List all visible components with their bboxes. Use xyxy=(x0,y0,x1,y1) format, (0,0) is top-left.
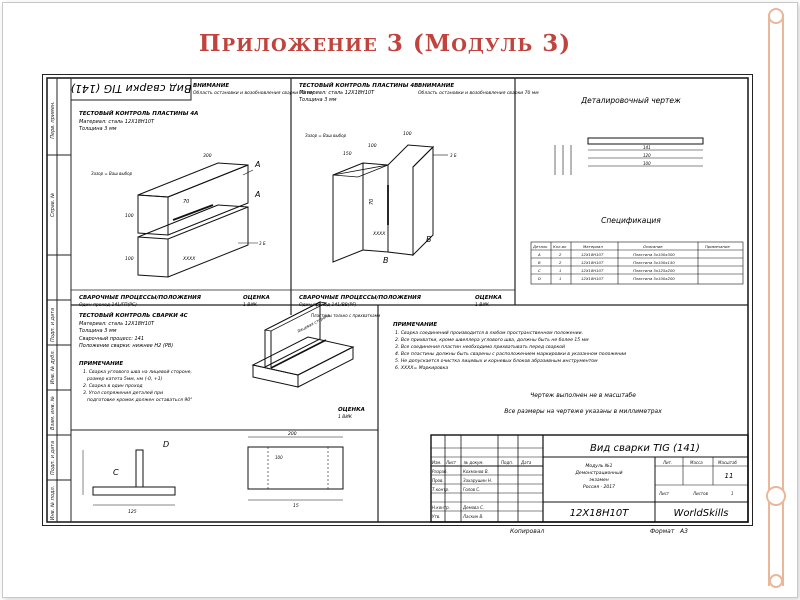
spec-row-1-desc: Пластина 3х100х300 xyxy=(633,252,675,257)
panel-4a-thickness: Толщина 3 мм xyxy=(79,126,117,132)
notes-item-2: 2. Все прихватки, кроме швеллера углового шва, должны быть не более 15 мм xyxy=(395,338,589,343)
panel-4b-thickness: Толщина 3 мм xyxy=(299,97,337,103)
panel-4c-dim-125: 125 xyxy=(128,510,137,515)
panel-4b-gap-note: Зазор = Ваш выбор xyxy=(305,133,347,138)
panel-4b-attention-text: Область остановки и возобновления сварки 70 мм xyxy=(418,91,539,96)
title-block-material: 12Х18Н10Т xyxy=(569,508,629,519)
title-rest-1: РИЛОЖЕНИЕ xyxy=(221,35,378,56)
sheets-value: 1 xyxy=(731,491,734,496)
module-line-4: Россия - 2017 xyxy=(583,485,615,490)
panel-4b-title: ТЕСТОВЫЙ КОНТРОЛЬ ПЛАСТИНЫ 4В xyxy=(299,83,419,89)
notes-item-4: 4. Все пластины должны быть сварены с расположением маркировки в указанном положении xyxy=(395,352,627,357)
spec-row-2-qty: 2 xyxy=(559,260,562,265)
title-block-name: Вид сварки TIG (141) xyxy=(590,443,700,454)
format-label: Формат xyxy=(650,528,675,535)
col-header-lit: Лит. xyxy=(663,460,673,465)
panel-4a-marking: XXXX xyxy=(183,257,196,262)
panel-4a-dim-70: 70 xyxy=(183,199,190,205)
panel-4c-title: ТЕСТОВЫЙ КОНТРОЛЬ СВАРКИ 4С xyxy=(79,313,188,319)
spec-row-3-material: 12Х18Н10Т xyxy=(581,268,604,273)
spec-row-4-qty: 1 xyxy=(559,276,562,281)
panel-4a-dim-100b: 100 xyxy=(125,257,134,262)
row-label-5: Дата xyxy=(521,460,532,465)
sheets-label: Листов xyxy=(693,491,708,496)
panel-4c-note-4: 3. Угол сопряжения деталей при xyxy=(83,391,164,396)
spec-header-5: Примечание xyxy=(705,244,730,249)
panel-4a-attention: ВНИМАНИЕ xyxy=(193,83,230,89)
panel-4a xyxy=(71,83,314,308)
panel-4c-note-header: ПРИМЕЧАНИЕ xyxy=(79,361,124,367)
decorative-dot-middle xyxy=(766,486,786,506)
title-cap-2: (М xyxy=(412,30,452,57)
decorative-dot-top xyxy=(768,8,784,24)
panel-4a-dim-300: 300 xyxy=(203,154,212,159)
title-rest-2: ОДУЛЬ xyxy=(451,35,534,56)
side-label-7: Инв. № подл. xyxy=(50,485,56,521)
panel-4a-score-text: 1 ВИК xyxy=(243,303,257,308)
drawing-sheet xyxy=(42,74,753,526)
role-3: Т.контр. xyxy=(432,487,450,492)
panel-4b-label-b2: B xyxy=(383,256,389,265)
panel-4b-dim-150: 150 xyxy=(343,152,352,157)
panel-4a-material: Материал: сталь 12Х18Н10Т xyxy=(79,119,155,125)
module-line-3: экзамен xyxy=(589,478,609,483)
spec-row-1-material: 12Х18Н10Т xyxy=(581,252,604,257)
panel-4b-score-header: ОЦЕНКА xyxy=(475,295,502,301)
panel-4c-label-c: C xyxy=(113,468,119,477)
row-label-2: Лист xyxy=(446,460,457,465)
panel-4c-note-3: 2. Сварка в один проход xyxy=(83,384,143,389)
panel-4c-label-d: D xyxy=(163,440,170,449)
role-2: Пров. xyxy=(432,478,444,483)
spec-row-1-part: A xyxy=(538,252,541,257)
spec-row-3-qty: 1 xyxy=(559,268,562,273)
panel-4c-score-text: 1 ВИК xyxy=(338,415,352,420)
detail-title: Деталировочный чертеж xyxy=(581,96,681,105)
panel-4b-score-text: 1 ВИК xyxy=(475,303,489,308)
side-label-5: Взам. инв. № xyxy=(50,396,56,430)
name-3: Голов С. xyxy=(463,487,481,492)
panel-4b-marking: XXXX xyxy=(373,232,386,237)
role-4: Н.контр. xyxy=(432,505,450,510)
panel-4c-thickness: Толщина 3 мм xyxy=(79,328,117,334)
panel-4b-process-text: Один проход 141/ВВ(PF) xyxy=(299,303,357,308)
rotated-title: Вид сварки TIG (141) xyxy=(70,82,192,95)
panel-4a-label-a2: A xyxy=(255,190,261,199)
name-1: Кохманов В. xyxy=(463,469,489,474)
side-label-3: Подп. и дата xyxy=(50,307,56,343)
panel-4b xyxy=(291,81,539,308)
side-label-6: Подп. и дата xyxy=(50,440,56,476)
panel-4a-title: ТЕСТОВЫЙ КОНТРОЛЬ ПЛАСТИНЫ 4А xyxy=(79,111,199,117)
panel-4c-note-1: 1. Сварка углового шва на лицевой стороне, xyxy=(83,370,192,375)
detail-dim-3: 100 xyxy=(643,161,651,166)
panel-4c-note-5: подготовке кромок должен оставаться 90° xyxy=(87,398,193,403)
panel-4c-dim-15: 15 xyxy=(293,504,299,509)
notes-item-1: 1. Сварка соединений производится в любом пространственном положении. xyxy=(395,331,584,336)
notes-item-6: 6. XXXX= Маркировка xyxy=(395,366,449,371)
slide-title xyxy=(0,30,770,57)
panel-4a-score-header: ОЦЕНКА xyxy=(243,295,270,301)
name-4: Демова С. xyxy=(463,505,485,510)
spec-row-4-desc: Пластина 3х100х200 xyxy=(633,276,675,281)
spec-row-1-qty: 2 xyxy=(559,252,562,257)
panel-4a-attention-text: Область остановки и возобновления сварки 70 мм xyxy=(193,91,314,96)
role-1: Разраб. xyxy=(432,469,448,474)
panel-4a-label-a1: A xyxy=(255,160,261,169)
spec-row-2-material: 12Х18Н10Т xyxy=(581,260,604,265)
detail-dim-2: 120 xyxy=(643,153,651,158)
units-line: Все размеры на чертеже указаны в миллиметрах xyxy=(504,408,662,415)
row-label-3: № докум. xyxy=(464,460,484,465)
title-block xyxy=(431,435,748,522)
panel-4c-dim-100: 100 xyxy=(275,455,283,460)
col-header-scale: Масштаб xyxy=(718,460,738,465)
spec-header-2: Кол-во xyxy=(553,244,567,249)
svg-text:3 Б: 3 Б xyxy=(259,241,266,246)
side-label-4: Инв. № дубл. xyxy=(50,349,56,385)
panel-4a-dim-100a: 100 xyxy=(125,214,134,219)
spec-row-4-part: D xyxy=(538,276,541,281)
scale-value: 11 xyxy=(724,472,734,480)
name-2: Захарушин Н. xyxy=(463,478,493,483)
panel-4b-dim-100b: 100 xyxy=(403,132,412,137)
title-block-organization: WorldSkills xyxy=(673,508,729,519)
drawing-svg xyxy=(43,75,752,525)
panel-4b-dim-100a: 100 xyxy=(368,144,377,149)
spec-header-4: Описание xyxy=(643,244,663,249)
panel-4b-label-b1: B xyxy=(426,235,432,244)
detail-drawing xyxy=(531,96,743,284)
title-cap-1: П xyxy=(198,30,222,57)
panel-4c-weld-note: Пластины только с прихватками xyxy=(311,313,381,318)
panel-4c-score-header: ОЦЕНКА xyxy=(338,407,365,413)
spec-row-3-desc: Пластина 3х125х200 xyxy=(633,268,675,273)
spec-row-2-desc: Пластина 3х100х150 xyxy=(633,260,675,265)
row-label-1: Изм. xyxy=(432,460,442,465)
panel-4c-dim-200: 200 xyxy=(288,432,297,437)
panel-4b-dim-70: 70 xyxy=(369,198,375,205)
panel-4c xyxy=(79,302,381,515)
panel-4a-process-text: Один проход 141/ГП(PC) xyxy=(79,303,137,308)
decorative-dot-bottom xyxy=(769,574,783,588)
spec-row-2-part: B xyxy=(538,260,541,265)
spec-header-3: Материал xyxy=(583,244,603,249)
panel-4c-process: Сварочный процесс: 141 xyxy=(79,336,145,342)
panel-4a-gap-note: Зазор = Ваш выбор xyxy=(91,171,133,176)
scale-line: Чертеж выполнен не в масштабе xyxy=(530,392,636,399)
spec-row-3-part: C xyxy=(538,268,541,273)
general-notes xyxy=(393,322,662,415)
panel-4c-weld-label: Лицевая сторона xyxy=(296,312,331,334)
panel-4b-material: Материал: сталь 12Х18Н10Т xyxy=(299,90,375,96)
notes-header: ПРИМЕЧАНИЕ xyxy=(393,322,438,328)
notes-item-3: 3. Все соединения пластин необходимо прихватывать перед сваркой xyxy=(395,345,566,350)
panel-4a-process-header: СВАРОЧНЫЕ ПРОЦЕССЫ/ПОЛОЖЕНИЯ xyxy=(79,295,202,301)
col-header-mass: Масса xyxy=(690,460,703,465)
spec-header-1: Деталь xyxy=(533,244,548,249)
module-line-2: Демонстрационный xyxy=(575,471,623,476)
role-5: Утв. xyxy=(432,514,441,519)
notes-item-5: 5. Не допускается очистка лицевых и корневых блоков абразивным инструментом xyxy=(395,359,598,364)
panel-4c-position: Положение сварки: нижнее Н2 (PB) xyxy=(79,343,174,349)
sheet-label: Лист xyxy=(659,491,670,496)
copied-label: Копировал xyxy=(510,528,545,535)
title-number: 3 xyxy=(386,30,404,57)
detail-dim-1: 141 xyxy=(643,145,651,150)
panel-4c-material: Материал: сталь 12Х18Н10Т xyxy=(79,321,155,327)
spec-title: Спецификация xyxy=(601,216,661,225)
format-value: А3 xyxy=(680,528,688,535)
svg-text:3 Б: 3 Б xyxy=(450,153,457,158)
panel-4c-note-2: размер катета 5мм, нм (-0, +1) xyxy=(87,377,163,382)
panel-4b-process-header: СВАРОЧНЫЕ ПРОЦЕССЫ/ПОЛОЖЕНИЯ xyxy=(299,295,422,301)
title-suffix: 3) xyxy=(542,30,572,57)
name-5: Ласкин В. xyxy=(463,514,484,519)
side-label-2: Справ. № xyxy=(50,192,56,218)
panel-4b-attention: ВНИМАНИЕ xyxy=(418,83,455,89)
module-line-1: Модуль №1 xyxy=(585,464,613,469)
row-label-4: Подп. xyxy=(501,460,514,465)
spec-row-4-material: 12Х18Н10Т xyxy=(581,276,604,281)
side-label-1: Перв. примен. xyxy=(50,101,56,139)
